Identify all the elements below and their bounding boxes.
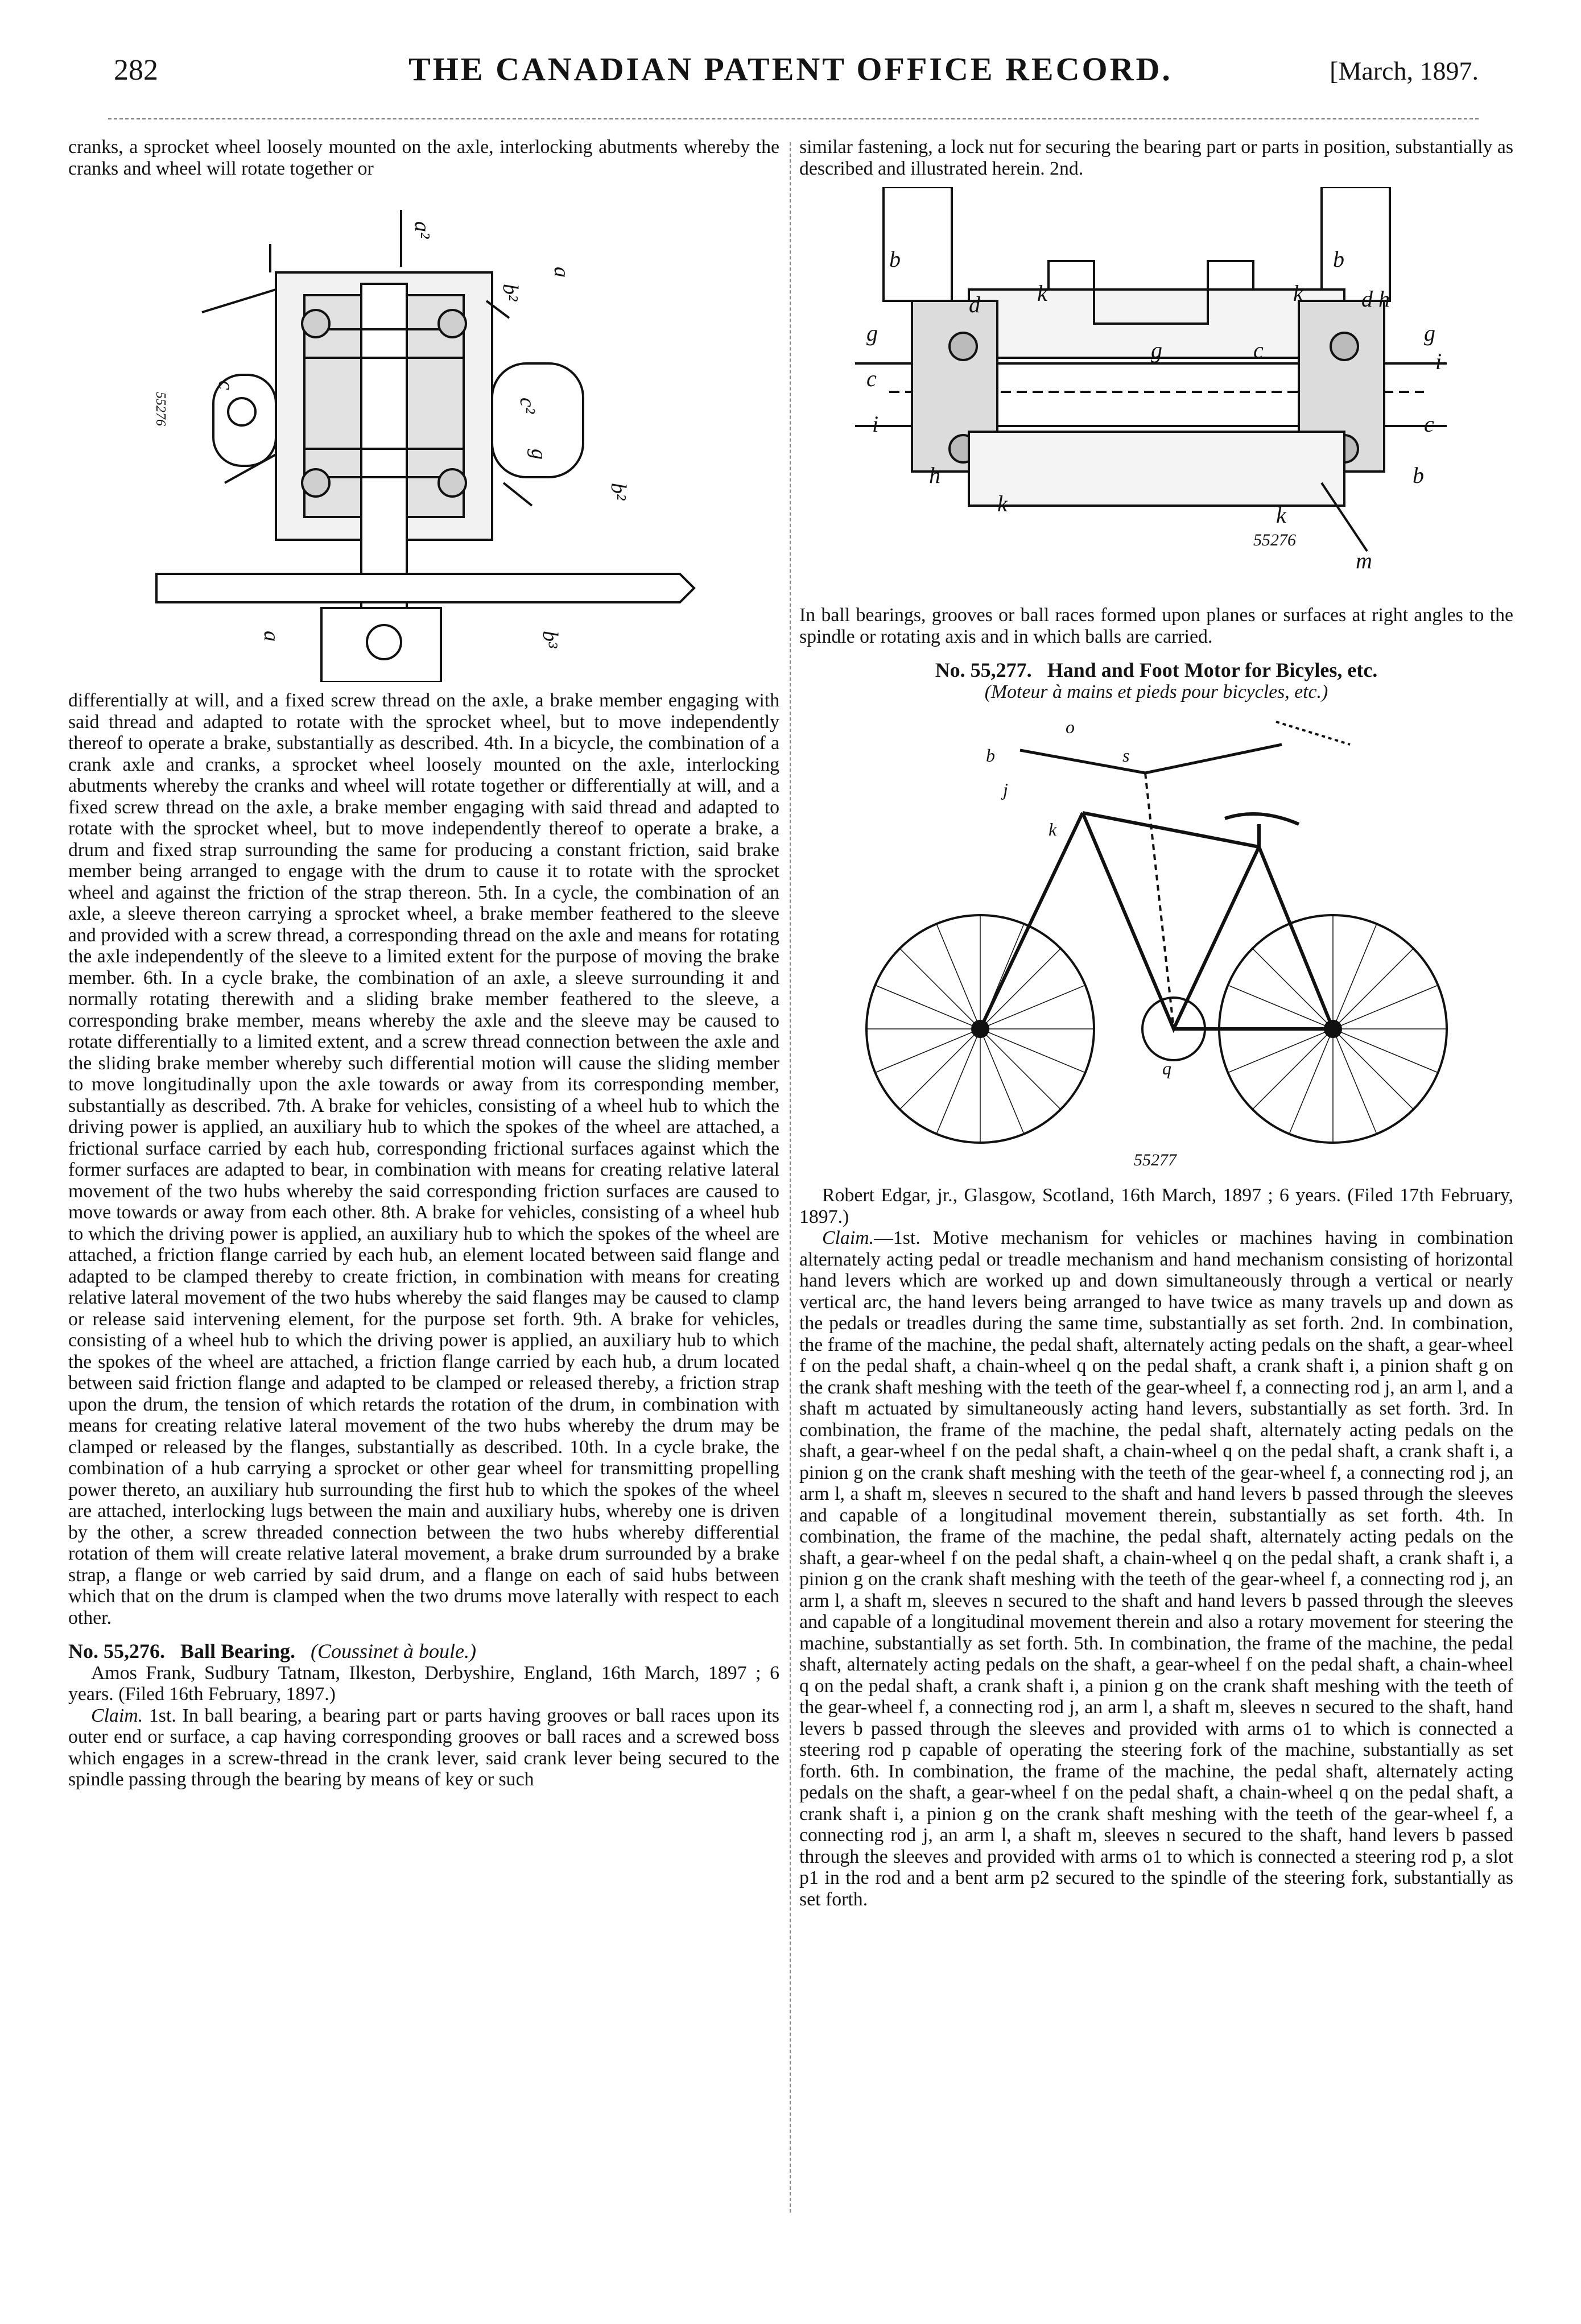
svg-text:q: q	[1162, 1058, 1171, 1078]
patent-55277-claim	[799, 1227, 1513, 1910]
svg-text:g: g	[866, 320, 878, 346]
patent-55277-claim-label: Claim.	[822, 1227, 874, 1248]
issue-date: [March, 1897.	[1330, 56, 1479, 85]
svg-text:k: k	[1037, 280, 1047, 306]
ball-bearing-drawing	[855, 187, 1458, 597]
left-continuation-claims: differentially at will, and a fixed screw thread on the axle, a brake member engaging with said thread and adapted to rotate with the sprocket wheel, but to move independently thereof to operate a brake, substantially as described. 4th. In a bicycle, the combination of a crank axle and cranks, a sprocket wheel loosely mounted on the axle, interlocking abutments whereby the cranks and wheel will rotate together or differentially at will, and a fixed screw thread on the axle, a brake member engaging with said thread and adapted to rotate with the sprocket wheel, but to move independently thereof to operate a brake, a drum and fixed strap surrounding the same for producing a constant friction, said brake member being arranged to engage with the drum to cause it to rotate with the sprocket wheel and against the friction of the strap thereon. 5th. In a cycle, the combination of an axle, a sleeve thereon carrying a sprocket wheel, a brake member feathered to the sleeve and provided with a screw thread, a corresponding thread on the axle and means for rotating the axle independently of the sleeve to a limited extent for the purpose of moving the brake member. 6th. In a cycle brake, the combination of an axle, a sleeve surrounding it and normally rotating therewith and a sliding brake member feathered to the sleeve, a corresponding brake member, means whereby the axle and the sleeve may be caused to rotate differentially to a limited extent, and a screw thread connection between the axle and the sliding brake member whereby such differential motion will cause the sliding member to move longitudinally upon the axle towards or away from its corresponding member, substantially as described. 7th. A brake for vehicles, consisting of a wheel hub to which the driving power is applied, an auxiliary hub to which the spokes of the wheel are attached, a frictional surface carried by each hub, corresponding frictional surfaces against which the former surfaces are adapted to bear, in combination with means for creating relative lateral movement of the two hubs whereby the said corresponding friction surfaces are caused to move towards or away from each other. 8th. A brake for vehicles, consisting of a wheel hub to which the driving power is applied, an auxiliary hub to which the spokes of the wheel are attached, a friction flange carried by each hub, an element located between said flange and adapted to be clamped thereby to create friction, in combination with means for creating relative lateral movement of the two hubs whereby the said flanges may be caused to clamp or release said intervening element, for the purpose set forth. 9th. A brake for vehicles, consisting of a wheel hub to which the driving power is applied, an auxiliary hub to which the spokes of the wheel are attached, a friction flange carried by each hub, a drum located between said friction flange and adapted to be clamped or released thereby, a friction strap upon the drum, the tension of which retards the rotation of the drum, in combination with means for creating relative lateral movement of the two hubs whereby the drum may be clamped or released by the flanges, substantially as described. 10th. In a cycle brake, the combination of a hub carrying a sprocket or other gear wheel for transmitting propelling power thereto, an auxiliary hub surrounding the first hub to which the spokes of the wheel are attached, interlocking lugs between the main and auxiliary hubs, whereby one is driven by the other, a screw threaded connection between the two hubs whereby differential rotation of them will create relative lateral movement, a brake drum surrounded by a brake strap, a flange or web carried by said drum, and a flange on each of said hubs between which that on the drum is clamped when the two drums move laterally with respect to each other.	[68, 690, 779, 1628]
svg-text:c: c	[214, 381, 238, 390]
ball-bearing-figure	[855, 187, 1458, 597]
patent-55276-french-title: (Coussinet à boule.)	[311, 1640, 476, 1663]
right-column	[799, 137, 1513, 1910]
svg-text:b³: b³	[538, 631, 562, 648]
svg-text:g: g	[1150, 337, 1162, 363]
svg-text:c: c	[1423, 411, 1434, 437]
svg-text:c: c	[1253, 337, 1264, 363]
patent-55276-claim	[68, 1705, 779, 1790]
bicycle-figure	[849, 710, 1464, 1177]
right-continuation-after-figure: In ball bearings, grooves or ball races formed upon planes or surfaces at right angles to the spindle or rotating axis and in which balls are carried.	[799, 605, 1513, 647]
left-continuation-top: cranks, a sprocket wheel loosely mounted on the axle, interlocking abutments whereby the cranks and wheel will rotate together or	[68, 137, 779, 179]
left-column	[68, 137, 779, 1790]
patent-55276-claim-text: 1st. In ball bearing, a bearing part or parts having grooves or ball races upon its outer end or surface, a cap having corresponding grooves or ball races and a screwed boss which engages in a screw-thread in the crank lever, said crank lever being secured to the spindle passing through the bearing by means of key or such	[68, 1705, 779, 1790]
svg-text:b: b	[1412, 462, 1424, 488]
bearing-figure-label: 55276	[1253, 531, 1296, 549]
svg-text:b: b	[985, 745, 995, 766]
svg-text:g: g	[527, 449, 551, 460]
svg-text:k: k	[1048, 819, 1056, 840]
svg-text:k: k	[1293, 280, 1303, 306]
svg-text:m: m	[1355, 548, 1372, 573]
svg-text:s: s	[1122, 745, 1129, 766]
svg-text:k: k	[1275, 502, 1286, 528]
svg-text:k: k	[997, 491, 1008, 516]
svg-text:d h: d h	[1361, 286, 1390, 312]
patent-55276-number: No. 55,276.	[68, 1640, 165, 1663]
svg-text:c: c	[866, 366, 877, 391]
patent-55276-inventor: Amos Frank, Sudbury Tatnam, Ilkeston, Derbyshire, England, 16th March, 1897 ; 6 years. (Filed 16th February, 1897.)	[68, 1662, 779, 1705]
crank-brake-drawing	[134, 187, 714, 682]
crank-brake-figure	[134, 187, 714, 682]
figure-label: 55276	[153, 392, 168, 426]
patent-55276-heading	[68, 1641, 779, 1663]
svg-text:a²: a²	[410, 221, 434, 239]
bicycle-figure-label: 55277	[1133, 1151, 1177, 1169]
patent-55276-title: Ball Bearing.	[180, 1640, 296, 1663]
svg-text:j: j	[1002, 779, 1008, 800]
patent-55277-french-title: (Moteur à mains et pieds pour bicycles, etc.)	[984, 681, 1328, 702]
svg-text:o: o	[1065, 717, 1075, 737]
svg-text:d: d	[968, 292, 980, 317]
header-rule	[108, 118, 1479, 119]
svg-text:a: a	[550, 267, 573, 278]
svg-text:b²: b²	[498, 284, 522, 301]
patent-55277-title: Hand and Foot Motor for Bicyles, etc.	[1047, 659, 1378, 681]
svg-text:c²: c²	[515, 398, 539, 414]
right-continuation-top: similar fastening, a lock nut for securing the bearing part or parts in position, substantially as described and illustrated herein. 2nd.	[799, 137, 1513, 179]
svg-text:b: b	[889, 246, 901, 272]
svg-text:b: b	[1332, 246, 1344, 272]
svg-text:h: h	[928, 462, 940, 488]
patent-55277-heading	[799, 660, 1513, 681]
bicycle-drawing	[849, 710, 1464, 1177]
svg-text:b²: b²	[606, 483, 630, 501]
page-header	[0, 50, 1581, 101]
svg-text:a: a	[259, 631, 283, 642]
svg-text:g: g	[1423, 320, 1435, 346]
svg-text:i: i	[1435, 349, 1442, 374]
page-number: 282	[114, 54, 158, 86]
patent-55277-inventor: Robert Edgar, jr., Glasgow, Scotland, 16th March, 1897 ; 6 years. (Filed 17th February, 1897.)	[799, 1185, 1513, 1227]
column-divider	[790, 142, 791, 2213]
svg-text:i: i	[872, 411, 878, 437]
publication-title: THE CANADIAN PATENT OFFICE RECORD.	[408, 51, 1173, 88]
patent-55277-claim-text: —1st. Motive mechanism for vehicles or machines having in combination alternately acting pedal or treadle mechanism and hand mechanism consisting of horizontal hand levers which are worked up and down simultaneously through a vertical or nearly vertical arc, the hand levers being arranged to have twice as many travels up and down as the pedals or treadles during the same time, substantially as set forth. 2nd. In combination, the frame of the machine, the pedal shaft, alternately acting pedals on the shaft, a gear-wheel f on the pedal shaft, a chain-wheel q on the pedal shaft, a crank shaft i, a pinion shaft g on the crank shaft meshing with the teeth of the gear-wheel f, a connecting rod j, an arm l, and a shaft m actuated by simultaneously acting hand levers, substantially as set forth. 3rd. In combination, the frame of the machine, the pedal shaft, alternately acting pedals on the shaft, a gear-wheel f on the pedal shaft, a chain-wheel q on the pedal shaft, a crank shaft i, a pinion g on the crank shaft meshing with the teeth of the gear-wheel f, a connecting rod j, an arm l, a shaft m, sleeves n secured to the shaft and hand levers b passed through the sleeves and capable of a longitudinal movement therein, substantially as set forth. 4th. In combination, the frame of the machine, the pedal shaft, alternately acting pedals on the shaft, a gear-wheel f on the pedal shaft, a chain-wheel q on the pedal shaft, a crank shaft i, a pinion g on the crank shaft meshing with the teeth of the gear-wheel f, a connecting rod j, an arm l, a shaft m, sleeves n secured to the shaft and hand levers b passed through the sleeves and capable of a longitudinal movement therein and also a rotary movement for steering the machine, substantially as set forth. 5th. In combination, the frame of the machine, the pedal shaft, alternately acting pedals on the shaft, a gear-wheel f on the pedal shaft, a chain-wheel q on the pedal shaft, a crank shaft i, a pinion g on the crank shaft meshing with the teeth of the gear-wheel f, a connecting rod j, an arm l, a shaft m, sleeves n secured to the shaft, hand levers b passed through the sleeves and provided with arms o1 to which is connected a steering rod p capable of operating the steering fork of the machine, substantially as set forth. 6th. In combination, the frame of the machine, the pedal shaft, alternately acting pedals on the shaft, a gear-wheel f on the pedal shaft, a chain-wheel q on the pedal shaft, a crank shaft i, a pinion g on the crank shaft meshing with the teeth of the gear-wheel f, a connecting rod j, an arm l, a shaft m, sleeves n secured to the shaft, hand levers b passed through the sleeves and provided with arms o1 to which is connected a steering rod p, a slot p1 in the rod and a bent arm p2 secured to the spindle of the steering fork, substantially as set forth.	[799, 1227, 1513, 1910]
patent-55277-number: No. 55,277.	[935, 659, 1032, 681]
patent-55276-claim-label: Claim.	[91, 1705, 143, 1726]
